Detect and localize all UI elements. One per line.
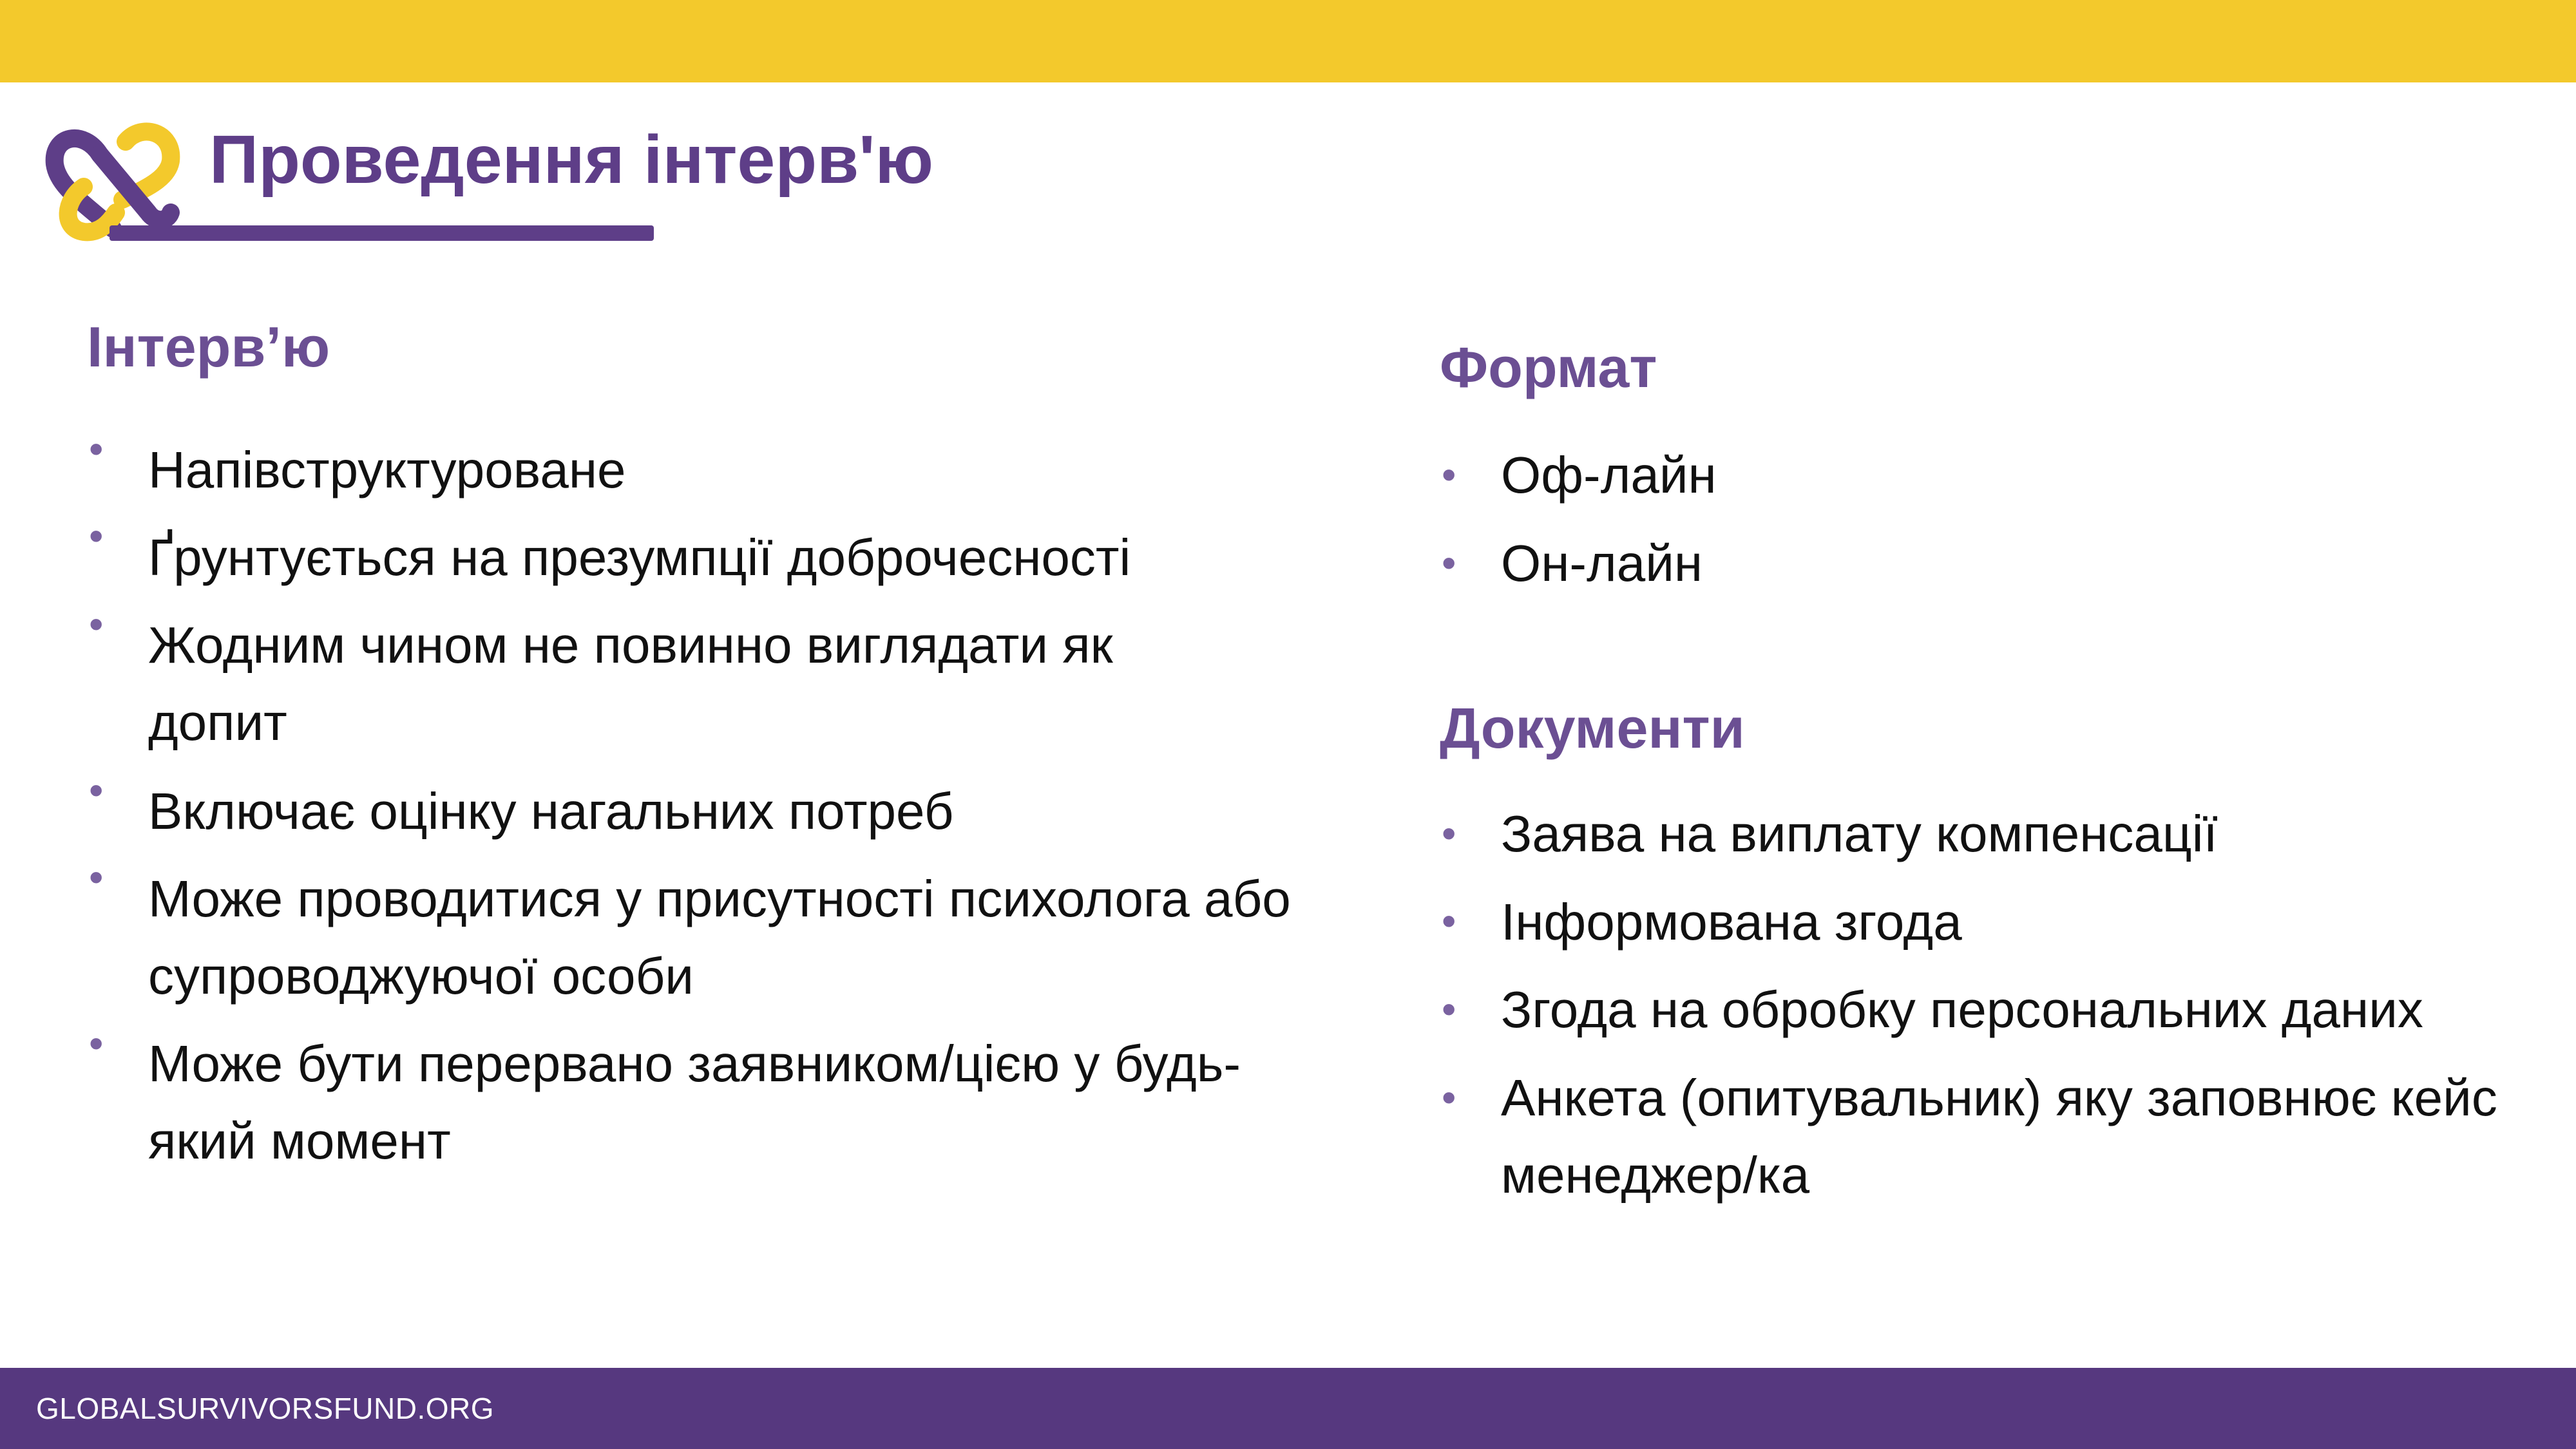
list-item: Он-лайн (1501, 535, 1703, 592)
list-item: Ґрунтується на презумпції доброчесності (148, 529, 1131, 586)
list-item: Згода на обробку персональних даних (1501, 981, 2423, 1038)
bullet-dot: • (89, 767, 104, 813)
bullet-dot: • (1442, 898, 1456, 944)
list-item: Заява на виплату компенсації (1501, 805, 2218, 862)
top-accent-bar (0, 0, 2576, 82)
list-item: Оф-лайн (1501, 446, 1717, 504)
page-title: Проведення інтерв'ю (209, 122, 933, 198)
bullet-dot: • (1442, 986, 1456, 1032)
documents-heading: Документи (1440, 696, 1745, 760)
bullet-dot: • (1442, 540, 1456, 586)
list-item: Включає оцінку нагальних потреб (148, 782, 954, 840)
bullet-dot: • (89, 513, 104, 559)
interview-heading: Інтерв’ю (87, 315, 330, 379)
bullet-dot: • (89, 426, 104, 472)
bullet-dot: • (1442, 810, 1456, 857)
list-item: Може бути перервано заявником/цією у будь-який момент (148, 1035, 1241, 1170)
bullet-dot: • (1442, 1074, 1456, 1121)
bullet-dot: • (89, 601, 104, 647)
bullet-dot: • (89, 1020, 104, 1066)
list-item: Може проводитися у присутності психолога або супроводжуючої особи (148, 870, 1291, 1005)
list-item: Анкета (опитувальник) яку заповнює кейс менеджер/ка (1501, 1069, 2497, 1204)
title-underline (110, 225, 654, 241)
bullet-dot: • (89, 854, 104, 900)
list-item: Напівструктуроване (148, 441, 626, 498)
format-heading: Формат (1440, 336, 1657, 399)
bullet-dot: • (1442, 451, 1456, 498)
list-item: Жодним чином не повинно виглядати як допит (148, 616, 1113, 751)
list-item: Інформована згода (1501, 893, 1962, 951)
footer-url: GLOBALSURVIVORSFUND.ORG (36, 1392, 495, 1425)
